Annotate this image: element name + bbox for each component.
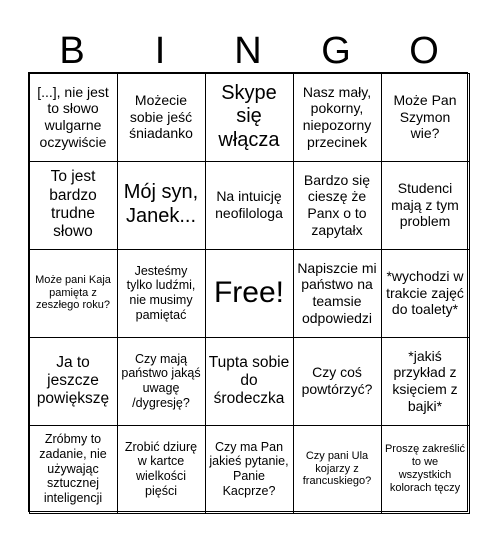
free-space-label: Free!	[213, 276, 285, 310]
bingo-cell-text: [...], nie jest to słowo wulgarne oczywiście	[37, 83, 109, 150]
bingo-cell-text: To jest bardzo trudne słowo	[49, 168, 97, 241]
bingo-cell-text: Proszę zakreślić to we wszystkich kolorach tęczy	[384, 443, 466, 494]
bingo-cell[interactable]	[29, 73, 118, 162]
bingo-cell-text: Napiszcie mi państwo na teamsie odpowiedzi	[297, 259, 377, 326]
bingo-cell[interactable]	[205, 425, 294, 514]
bingo-cell[interactable]	[205, 73, 294, 162]
bingo-cell[interactable]	[293, 337, 382, 426]
bingo-grid	[28, 72, 468, 512]
bingo-cell-text: Czy ma Pan jakieś pytanie, Panie Kacprze?	[209, 439, 289, 498]
bingo-cell[interactable]	[117, 249, 206, 338]
bingo-cell-text: Skype się włącza	[218, 81, 280, 151]
bingo-cell[interactable]	[205, 337, 294, 426]
bingo-cell-text: Czy pani Ula kojarzy z francuskiego?	[302, 449, 372, 488]
bingo-cell[interactable]	[205, 161, 294, 250]
bingo-cell[interactable]	[29, 425, 118, 514]
bingo-cell[interactable]	[293, 73, 382, 162]
bingo-cell-text: Czy coś powtórzyć?	[301, 364, 373, 397]
bingo-cell[interactable]	[381, 161, 470, 250]
header-letter-g: G	[321, 30, 351, 72]
bingo-cell[interactable]	[29, 161, 118, 250]
bingo-cell[interactable]	[117, 73, 206, 162]
bingo-cell-text: Tupta sobie do środeczka	[208, 353, 290, 408]
bingo-cell-text: Mój syn, Janek...	[123, 181, 199, 227]
bingo-cell-text: Czy mają państwo jakąś uwagę /dygresję?	[121, 351, 201, 410]
bingo-cell-text: *jakiś przykład z księciem z bajki*	[392, 347, 458, 414]
bingo-cell[interactable]	[117, 425, 206, 514]
header-letter-o: O	[409, 30, 439, 72]
header-letter-b: B	[59, 30, 85, 72]
bingo-cell-text: Nasz mały, pokorny, niepozorny przecinek	[302, 83, 372, 150]
bingo-cell-text: Możecie sobie jeść śniadanko	[129, 92, 193, 142]
bingo-cell[interactable]	[293, 249, 382, 338]
bingo-cell[interactable]	[293, 425, 382, 514]
bingo-cell-text: Może Pan Szymon wie?	[393, 92, 457, 142]
bingo-cell-text: Na intuicję neofilologa	[215, 188, 283, 221]
bingo-cell-text: Bardzo się cieszę że Panx o to zapytałx	[303, 171, 371, 238]
bingo-header	[28, 30, 468, 72]
bingo-cell[interactable]	[381, 249, 470, 338]
bingo-cell-text: Zrobić dziurę w kartce wielkości pięści	[124, 439, 198, 498]
bingo-cell-text: Studenci mają z tym problem	[391, 180, 459, 230]
bingo-cell[interactable]	[381, 73, 470, 162]
bingo-cell-text: Może pani Kaja pamięta z zeszłego roku?	[35, 273, 111, 312]
bingo-cell[interactable]	[293, 161, 382, 250]
bingo-cell[interactable]	[117, 337, 206, 426]
bingo-cell[interactable]	[29, 249, 118, 338]
bingo-cell[interactable]	[29, 337, 118, 426]
bingo-cell-free[interactable]	[205, 249, 294, 338]
bingo-cell[interactable]	[381, 425, 470, 514]
header-letter-i: I	[154, 30, 166, 72]
bingo-cell[interactable]	[117, 161, 206, 250]
bingo-cell-text: Jesteśmy tylko ludźmi, nie musimy pamiętać	[126, 263, 196, 322]
bingo-cell-text: *wychodzi w trakcie zajęć do toalety*	[386, 268, 464, 318]
bingo-cell[interactable]	[381, 337, 470, 426]
bingo-cell-text: Ja to jeszcze powiększę	[36, 353, 110, 408]
header-letter-n: N	[234, 30, 262, 72]
bingo-cell-text: Zróbmy to zadanie, nie używając sztucznej inteligencji	[39, 432, 107, 506]
